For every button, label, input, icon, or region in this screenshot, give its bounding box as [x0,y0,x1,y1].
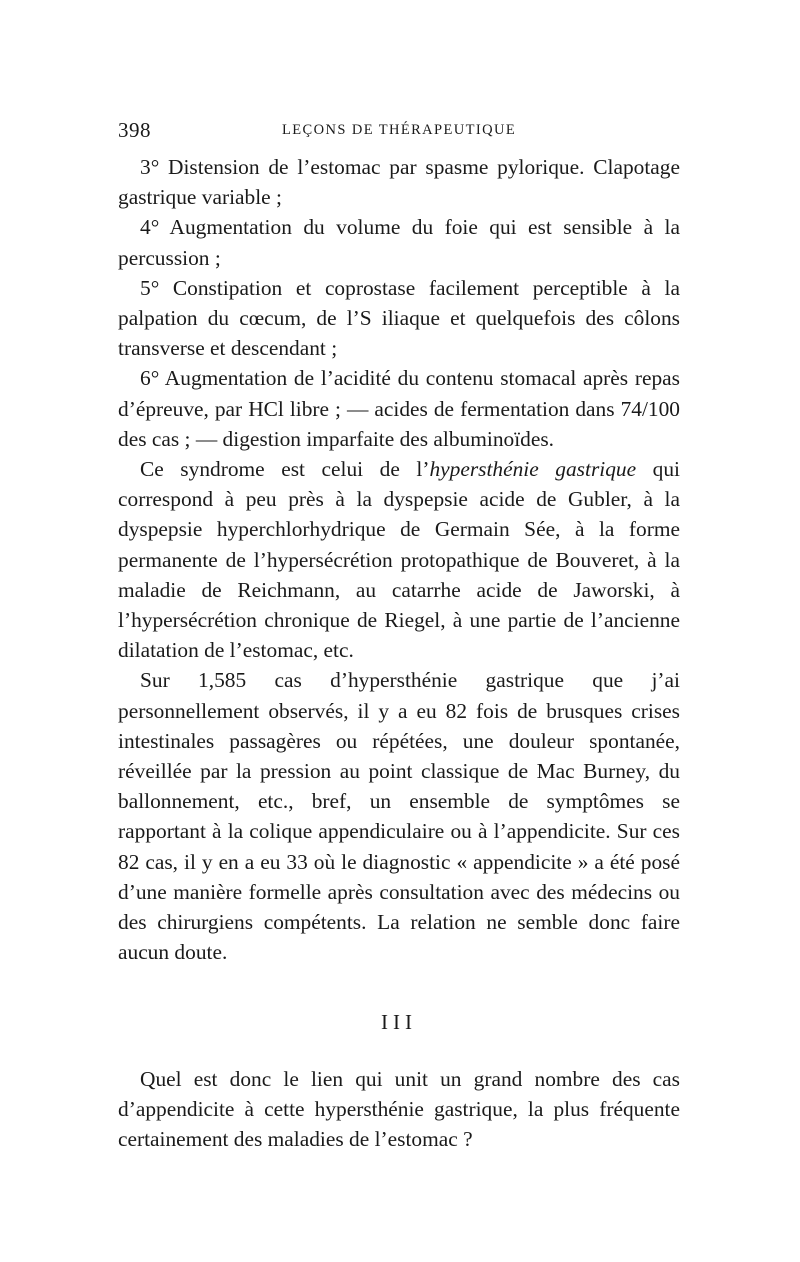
page-number: 398 [118,118,151,142]
syndrome-text-start: Ce syndrome est celui de l’ [140,457,430,482]
section-opening-paragraph: Quel est donc le lien qui unit un grand nombre des cas d’appendicite à cette hypersthénie gastrique, la plus fréquente certainement des maladies de l’estomac ? [118,1066,680,1152]
running-title: LEÇONS DE THÉRAPEUTIQUE [282,122,517,138]
syndrome-term: hypersthénie gastrique [429,457,637,482]
list-item-6: 6° Augmentation de l’acidité du contenu stomacal après repas d’épreuve, par HCl libre ; — acides de fermentation dans 74/100 des cas ; — digestion imparfaite des albuminoïdes. [118,366,680,451]
syndrome-text-end: qui correspond à peu près à la dyspepsie acide de Gubler, à la dyspepsie hyperchlorhydrique de Germain Sée, à la forme permanente de l’hypersécrétion protopathique de Bouveret, à la maladie de Reichmann, au catarrhe acide de Jaworski, à l’hypersécrétion chronique de Riegel, à une partie de l’ancienne dilatation de l’estomac, etc. [118,457,680,663]
syndrome-paragraph [118,454,680,665]
section-number: III [381,1010,417,1035]
page-body [118,152,680,1154]
book-page [118,110,680,1154]
list-item-4: 4° Augmentation du volume du foie qui est sensible à la percussion ; [118,215,680,270]
list-item-5: 5° Constipation et coprostase facilement perceptible à la palpation du cœcum, de l’S iliaque et quelquefois des côlons transverse et descendant ; [118,275,680,361]
page-header [118,110,680,140]
list-item-3: 3° Distension de l’estomac par spasme pylorique. Clapotage gastrique variable ; [118,155,680,210]
cases-paragraph: Sur 1,585 cas d’hypersthénie gastrique que j’ai personnellement observés, il y a eu 82 fois de brusques crises intestinales passagères ou répétées, une douleur spontanée, réveillée par la pression au point classique de Mac Burney, du ballonnement, etc., bref, un ensemble de symptômes se rapportant à la colique appendiculaire ou à l’appendicite. Sur ces 82 cas, il y en a eu 33 où le diagnostic « appendicite » a été posé d’une manière formelle après consultation avec des médecins ou des chirurgiens compétents. La relation ne semble donc faire aucun doute. [118,668,680,965]
